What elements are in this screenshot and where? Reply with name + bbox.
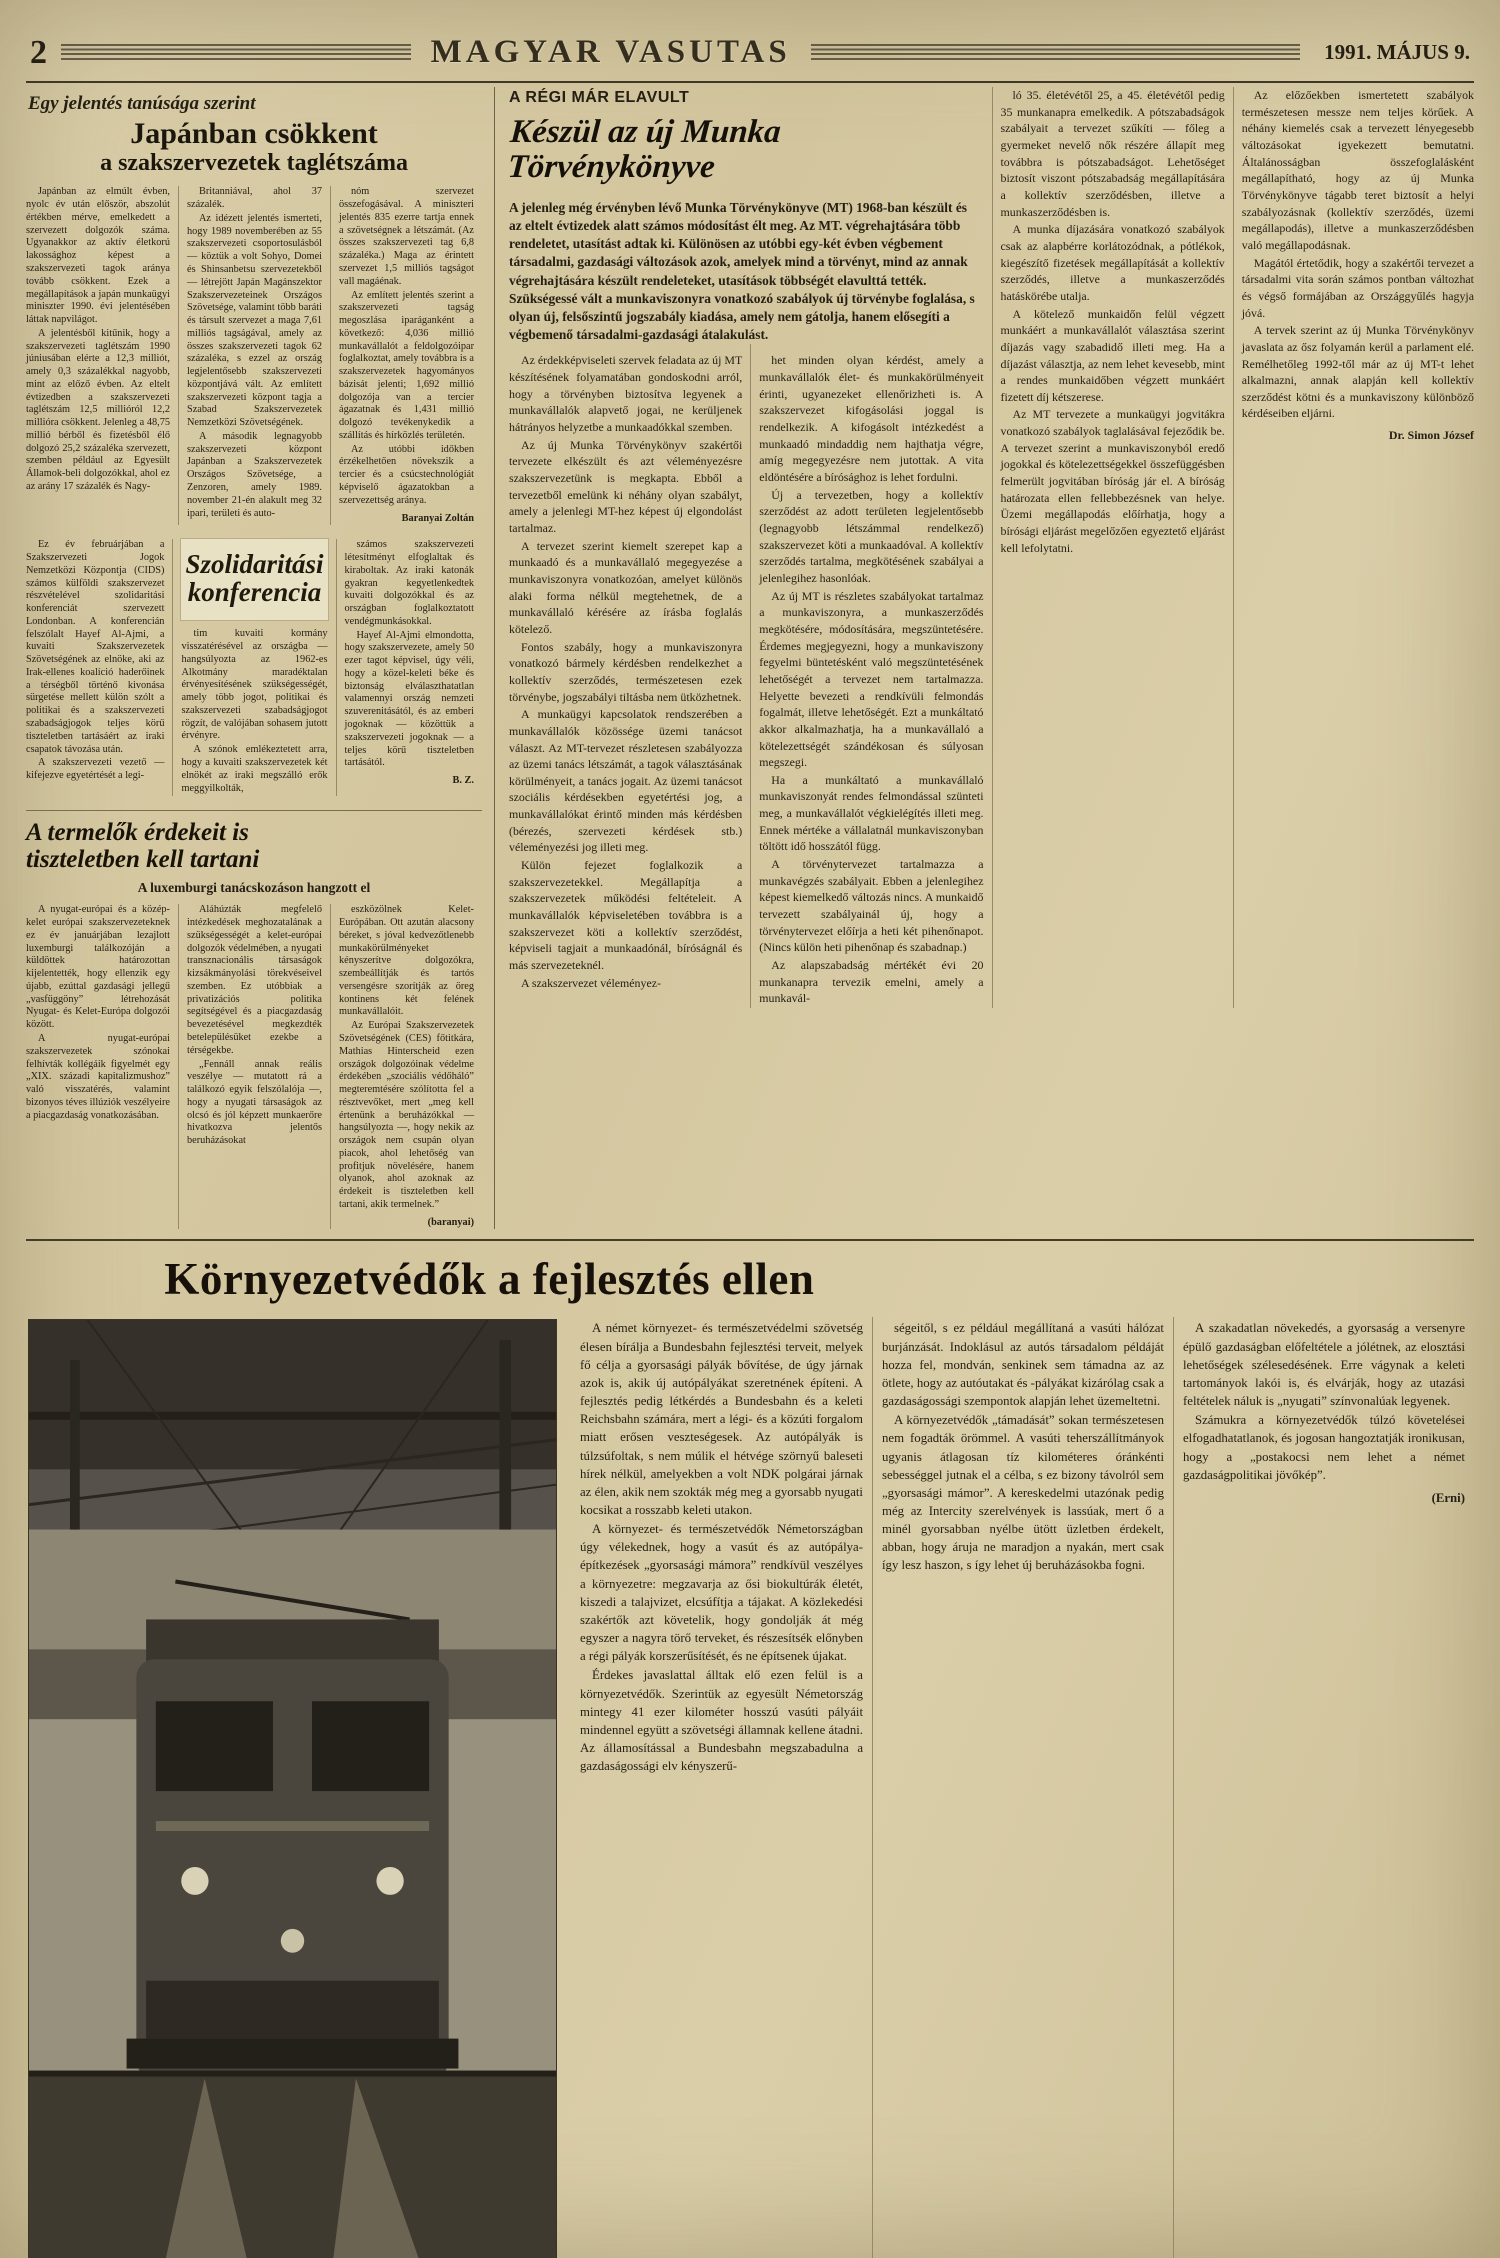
article-munka-lead: A jelenleg még érvényben lévő Munka Törvénykönyve (MT) 1968-ban készült és az eltelt évtizedek alatt számos módosítást élt meg. Az MT. végrehajtására több rendeletet, utasítást adtak ki. Különösen az utóbbi egy-két évben végbement társadalmi, gazdasági változások azok, amelyek mind a törvényt, mind az annak végrehajtására készült rendeleteket, utasítások többségét elavulttá tették. Szükségessé vált a munkaviszonyra vonatkozó szabályok új törvénybe foglalása, s olyan új, felsőszintű jogszabály kiadása, amely nem gátolja, hanem elősegíti a végbemenő társadalmi-gazdasági átalakulást. (509, 199, 975, 343)
article-termelok-col2 (178, 904, 330, 1229)
article-kornyezet-col2 (872, 1317, 1173, 2258)
paragraph: számos szakszervezeti létesítményt elfoglaltak és kiraboltak. Az iraki katonák gyakran kegyetlenkedtek kuvaiti dolgozókkal és az országban foglalkoztatott vendégmunkásokkal. (344, 539, 474, 627)
article-japan-col3-text (339, 186, 474, 507)
article-kornyezet-byline: (Erni) (1431, 1490, 1465, 1505)
paragraph: tim kuvaiti kormány visszatérésével az országba — hangsúlyozta az 1962-es Alkotmány maradéktalan érvényesítésének szükségességét, amely több jogot, politikai és szakszervezeti szabadságjogot rögzít, de valójában sohasem jutott érvényre. (181, 628, 328, 742)
article-munka-col1 (509, 344, 750, 1008)
paragraph: A nyugat-európai szakszervezetek szónokai felhívták kollégáik figyelmét egy „XIX. századi kapitalizmushoz” való visszatérés, valamint bizonyos téves illúziók veszélyeire a piacgazdaság vonatkozásában. (26, 1032, 170, 1121)
article-munka-header (506, 87, 992, 199)
article-munka-byline: Dr. Simon József (1388, 428, 1474, 443)
article-japan-col2 (178, 186, 330, 525)
left-column-region (26, 87, 494, 1229)
paragraph: Ez év februárjában a Szakszervezeti Jogok Nemzetközi Központja (CIDS) számos külföldi szakszervezet részvételével szolidaritási konferenciát szervezett Londonban. A konferencián felszólalt Hayef Al-Ajmi, a kuvaiti Szakszervezetek Szövetségének az elnöke, aki az Irak-ellenes koalíció haderőinek a térségből történő kivonása sürgetése mellett külön szólt a politikai és a szakszervezeti szabadságjogok teljes körű tiszteletben tartásáért az iraki csapatok távozása után. (26, 539, 165, 755)
paragraph: nóm szervezet összefogásával. A miniszteri jelentés 835 ezerre tartja ennek a szövetségnek a létszámát. (Az összes szakszervezeti tag 6,8 százaléka.) Maga az érintett szervezet 1,5 milliós tagságot vall magáénak. (339, 186, 474, 287)
paragraph: A tervezet szerint kiemelt szerepet kap a munkaadó és a munkavállaló megegyezése a munkaviszonyra vonatkozóan, amelyet különös alaki forma nélkül megtehetnek, de a munkavállaló kérésére az írásba foglalás kötelező. (509, 538, 743, 636)
paragraph: Britanniával, ahol 37 százalék. (187, 186, 322, 211)
szolid-title-line1: Szolidaritási (185, 549, 324, 580)
paragraph: „Fennáll annak reális veszélye — mutatott rá a találkozó egyik felszólalója —, hogy a nyugati társaságok az olcsó és jól képzett munkaerőre hivatkozva jelentős beruházásokat (187, 1058, 322, 1147)
paragraph: Hayef Al-Ajmi elmondotta, hogy szakszervezete, amely 50 ezer tagot képvisel, úgy véli, hogy a közel-keleti béke és biztonság elválaszthatatlan valamennyi ország nemzeti szuverenitásától, és az emberi jogoknak — közöttük a szakszervezeti jogoknak — a teljes körű tiszteletben tartásától. (344, 629, 474, 769)
article-japan-title-line1: Japánban csökkent (130, 117, 378, 150)
paragraph: Magától értetődik, hogy a szakértői tervezet a társadalmi vita során számos pontban változhat és végső formájában az Országgyűlés hagyja jóvá. (1241, 255, 1474, 320)
paragraph: A szakadatlan növekedés, a gyorsaság a versenyre épülő gazdaságban előfeltétele a jólétnek, az elosztási lehetőségek szélesedésének. Erre vágynak a keleti tartományok lakói is, és elvárják, hogy az utazási feltételek náluk is „nyugati” színvonalúak legyenek. (1183, 1321, 1465, 1409)
article-termelok-subtitle: A luxemburgi tanácskozáson hangzott el (137, 880, 371, 896)
article-szolidaritas-col3-text (345, 539, 474, 770)
article-japan-col1 (26, 186, 178, 525)
paragraph: A törvénytervezet tartalmazza a munkavégzés szabályait. Ebben a jelenlegihez képest kiemelkedő változás nincs. A munkaidő tervezett szabályainál új, hogy a törvénytervezet előírja a heti két pihenőnapot. (Nincs külön heti pihenőnap és szabadnap.) (759, 857, 984, 955)
article-munka-kicker: A RÉGI MÁR ELAVULT (509, 89, 690, 106)
paragraph: A környezetvédők „támadását” sokan természetesen nem fogadták örömmel. A vasúti teherszállítmányok ugyanis átlagosan tíz kilométeres óránkénti sebességgel jutnak el a célba, s ez bizony távolról sem „gyorsasági mámor”. A kereskedelmi utazónak pedig még az Intercity szerelvények is lassúak, mert ő a minél gyorsabban nyélbe ütött üzletben érdekelt, abban, hogy áruja ne maradjon a nyakán, mert csak így lesz haszon, s így lehet új beruházásokba fogni. (882, 1413, 1164, 1573)
paragraph: eszközölnek Kelet-Európában. Ott azután alacsony béreket, s jóval kedvezőtlenebb munkakörülményeket kényszerítve dolgozókra, szembeállítják és tartós versengésre szorítják az öreg kontinens két felének munkavállalóit. (339, 904, 474, 1018)
article-japan-title (26, 117, 482, 176)
issue-date: 1991. MÁJUS 9. (1324, 40, 1470, 64)
paragraph: Az új Munka Törvénykönyv szakértői tervezete elkészült és azt véleményezésre szakszervezetünk is megkapta. Ebből a tervezetből emelünk ki néhány olyan szabályt, amely a jelenlegi MT-hez képest új elgondolást tartalmaz. (509, 437, 743, 535)
termelok-title-line2: tiszteletben kell tartani (26, 846, 260, 874)
paragraph: Fontos szabály, hogy a munkaviszonyra vonatkozó bármely kérdésben rendelkezhet a kollektív szerződés, természetesen ezek törvénybe, jogszabályi tiltásba nem ütközhetnek. (509, 639, 743, 704)
paragraph: Érdekes javaslattal álltak elő ezen felül is a környezetvédők. Szerintük az egyesült Németország mintegy 41 ezer kilométer hosszú vasúti pályáit mindennel együtt a szövetségi államnak kellene átadni. Az államosítással a Bundesbahn megszabadulna a gazdaságossági elv kényszerű- (580, 1668, 863, 1774)
article-termelok-col3 (330, 904, 482, 1229)
photo-container (26, 1317, 571, 2258)
paragraph: Az utóbbi időkben érzékelhetően növekszik a tercier és a csúcstechnológiát képviselő ágazatokban a szervezettség aránya. (339, 443, 474, 506)
paragraph: A kötelező munkaidőn felül végzett munkáért a munkavállalót választása szerint díjazás vagy szabadidő illeti meg. Ha a díjazást választja, az nem lehet kevesebb, mint a rendes munkaidőben végzett munkáért fizetett díj kétszerese. (1000, 306, 1225, 404)
paragraph: A szakszervezeti vezető — kifejezve egyetértését a legi- (26, 757, 165, 782)
paragraph: Az említett jelentés szerint a szakszervezeti tagság megoszlása iparáganként a következő: 4,036 millió munkavállalót a feldolgozóipar foglalkoztat, amely továbbra is a szakszervezetek hagyományos bázisát jelenti; 1,692 millió dolgozója van a tercier ágazatnak és 1,431 millió dolgozó tevékenykedik a szállítás és hírközlés területén. (339, 289, 474, 441)
paragraph: Számukra a környezetvédők túlzó követelései elfogadhatatlanok, és jogosan hangoztatják ironikusan, hogy a „postakocsi nem lehet a német gazdaságpolitikai jövőkép”. (1183, 1413, 1465, 1482)
paragraph: het minden olyan kérdést, amely a munkavállalók élet- és munkakörülményeit érinti, ugyanezeket ellenőrizheti is. A szakszervezet kifogásolási joggal is rendelkezik. A kifogásolt intézkedést a munkaadó mindaddig nem hajthatja végre, amíg megegyezésre nem jutottak. A vita eldöntésére a bírósághoz is lehet fordulni. (759, 353, 984, 485)
masthead-title: MAGYAR VASUTAS (430, 34, 791, 70)
paragraph: A munkaügyi kapcsolatok rendszerében a munkavállalók közössége üzemi tanácsot választ. Az MT-tervezet részletesen szabályozza az üzemi tanács létszámát, a tagok választásának körülményeit, a tanács jogait. Az üzemi tanácsot szociális kérdésekben egyetértési jog, a munkavállalókat érintő minden más kérdésben (bérezés, szervezeti kérdések stb.) véleményezési jog illeti meg. (509, 707, 743, 855)
article-kornyezet-col1 (571, 1317, 872, 2258)
paragraph: Az idézett jelentés ismerteti, hogy 1989 novemberében az 55 szakszervezeti csoportosulásból — köztük a volt Sohyo, Domei és Shinsanbetsu szervezetekből — létrejött Japán Magánszektor Szakszervezeteinek Országos Szövetsége, valamint több baráti és társult szervezet a maga 7,61 milliós tagságával, amely az összes szakszervezeti tagok 62 százaléka, s ezzel az ország legjelentősebb szakszervezeti központjává vált. Az említett szakszervezeti központ tagja a Szabad Szakszervezetek Nemzetközi Szövetségének. (187, 212, 322, 429)
paragraph: A környezet- és természetvédők Németországban úgy vélekednek, hogy a vasút és az autópálya-építkezések „gyorsasági mámora” rendkívül veszélyes a környezetre: megzavarja az ősi biokultúrák életét, kiszedi a talajvizet, elcsúfítja a tájakat. A közlekedési szakértők azt követelik, hogy gondolják át még egyszer a nagyra törő terveket, és részesítsék előnyben a régi pályák korszerűsítését, és ne építsenek újakat. (580, 1522, 863, 1664)
paragraph: A német környezet- és természetvédelmi szövetség élesen bírálja a Bundesbahn fejlesztési terveit, melyek fő célja a gyorsasági pályák bővítése, de úgy járnak azok is, akik új autópályákat szeretnének építeni. A fejlesztés pedig létkérdés a Bundesbahn és a keleti Reichsbahn számára, mert a légi- és a közúti forgalom miatt erősen veszteségesek. Az autópályák is túlzsúfoltak, s nem múlik el hétvége szörnyű baleseti hírek nélkül, amelyekben a volt NDK polgárai járnak az élen, akik nem szokták még meg a gyorsabb nyugati kocsikat a rosszabb keleti utakon. (580, 1321, 863, 1518)
article-szolidaritas-col2-text (181, 628, 327, 795)
article-munka-col3 (992, 87, 1233, 1008)
paragraph: Az MT tervezete a munkaügyi jogvitákra vonatkozó szabályok taglalásával fejeződik be. A tervezet szerint a munkaviszonyból eredő jogokkal és kötelezettségekkel összefüggésben felmerült jogvitában bíróság jár el. A bíróság határozata ellen fellebbezésnek van helye. Üzemi megállapodás előírhatja, hogy a bírósági eljárást megelőzően egyeztető eljárást kell lefolytatni. (1000, 407, 1225, 555)
page-number: 2 (30, 33, 47, 71)
paragraph: Az Európai Szakszervezetek Szövetségének (CES) főtitkára, Mathias Hinterscheid ezen országok dolgozóinak védelme érdekében „szociális védőháló” megteremtésére szólította fel a résztvevőket, mert „meg kell értenünk a beruházókkal — hangsúlyozta —, hogy nekik az országok nem csupán olyan piacok, ahol lehetőség van profitjuk növelésére, hanem olyanok, ahol azoknak az érdekeit is tiszteletben kell tartani, akik termelnek.” (339, 1020, 474, 1210)
article-munka-col4-text (1242, 87, 1474, 422)
article-japan (26, 93, 482, 525)
masthead-stripes-left (61, 44, 411, 61)
paragraph: Aláhúzták megfelelő intézkedések meghozatalának a szükségességét a kelet-európai dolgozók védelmében, a nyugati transznacionális társaságok kizsákmányolási törekvéseivel szemben. Ez utóbbiak a privatizációs politika segítségével és a piacgazdaság bevezetésével megkezdték betelepülésüket ezekbe a térségekbe. (187, 904, 322, 1056)
paragraph: A második legnagyobb szakszervezeti központ Japánban a Szakszervezetek Országos Szövetsége, a Zenzoren, amely 1989. november 21-én alakult meg 32 ipari, területi és auto- (187, 430, 322, 519)
article-japan-col3 (330, 186, 482, 525)
paragraph: ségeitől, s ez például megállítaná a vasúti hálózat burjánzását. Indoklásul az autós társadalom példáját hozza fel, mondván, senkinek sem támadna az az ötlete, hogy az autóutakat és -pályákat kizárólag csak a gazdaságossági szempontok alapján lehet üzemeltetni. (882, 1321, 1164, 1409)
article-munka (494, 87, 1474, 1229)
article-kornyezet-col3 (1173, 1317, 1474, 2258)
article-japan-byline: Baranyai Zoltán (401, 512, 474, 524)
article-japan-kicker: Egy jelentés tanúsága szerint (28, 93, 256, 114)
paragraph: Japánban az elmúlt évben, nyolc év után először, abszolút értékben mérve, emelkedett a szervezett dolgozók száma. Ugyanakkor az aktív életkorú lakossághoz képest a szakszervezeti tagok aránya tovább csökkent. Ezek a megállapítások a japán munkaügyi miniszter 1990. évi jelentésében láttak napvilágot. (26, 186, 170, 326)
locomotive-photo-art (29, 1320, 556, 2258)
page-header (26, 26, 1474, 83)
paragraph: A szónok emlékeztetett arra, hogy a kuvaiti szakszervezetek két elnökét az iraki megszálló erők meggyilkolták, (181, 744, 328, 794)
paragraph: Új a tervezetben, hogy a kollektív szerződést az adott területen legjelentősebb (legnagyobb létszámmal rendelkező) szakszervezet köti a munkaadóval. A kollektív szerződés tartalma, megkötésének szabályai a jelenlegihez hasonlóak. (759, 487, 984, 585)
article-munka-title: Készül az új Munka Törvénykönyve (506, 114, 783, 186)
szolid-title-line2: konferencia (187, 576, 322, 607)
article-japan-body (26, 186, 482, 525)
article-szolidaritas-title (181, 539, 327, 620)
article-kornyezet-col3-text (1183, 1319, 1465, 1483)
article-termelok (26, 810, 482, 1229)
article-kornyezet (26, 1239, 1474, 2258)
article-szolidaritas-body (26, 539, 482, 796)
article-szolidaritas-col3 (336, 539, 482, 796)
article-termelok-col3-text (339, 904, 474, 1211)
article-munka-col4 (1233, 87, 1474, 1008)
article-termelok-col1 (26, 904, 178, 1229)
paragraph: Az előzőekben ismertetett szabályok természetesen messze nem teljes körűek. A néhány kiemelés csak a tervezett lényegesebb változásokat igyekezett bemutatni. Általánosságban összefoglalásként megállapítható, hogy az új Munka Törvénykönyve tágabb teret biztosít a helyi szabályozásnak (kollektív szerződés, üzemi megállapodás), illetve a munkaszerződésben való megállapodásnak. (1241, 88, 1474, 252)
paragraph: Az érdekképviseleti szervek feladata az új MT készítésének folyamatában gondoskodni arról, hogy a törvényben biztosítva legyenek a munkavállalók alapvető jogai, ne kerüljenek hátrányos helyzetbe a munkaadókkal szemben. (509, 353, 743, 435)
article-termelok-body (26, 904, 482, 1229)
article-munka-grid (506, 87, 1474, 1008)
article-szolidaritas-col2 (172, 539, 335, 796)
article-termelok-byline: (baranyai) (427, 1216, 474, 1228)
article-kornyezet-body (26, 1317, 1474, 2258)
paragraph: Ha a munkáltató a munkavállaló munkaviszonyát rendes felmondással szünteti meg, a munkavállalót végkielégítés illeti meg. Ennek mértéke a vállalatnál munkaviszonyban töltött idő hosszától függ. (759, 772, 984, 854)
paragraph: A tervek szerint az új Munka Törvénykönyv javaslata az ősz folyamán kerül a parlament elé. Remélhetőleg 1992-től már az új MT-t lehet alkalmazni, annak alapján kell kollektív szerződést kötni és a munkaviszony különböző kérdéseiben eljárni. (1241, 323, 1474, 421)
paragraph: ló 35. életévétől 25, a 45. életévétől pedig 35 munkanapra emelkedik. A pótszabadságok szabályait a tervezet szűkíti — főleg a gyermeket nevelő nők részére állapít meg továbbra is pótszabadságot. Lehetőséget biztosít viszont pótszabadság megállapítására a kollektív szerződésben, illetve a munkaszerződésben is. (1000, 88, 1225, 219)
paragraph: Külön fejezet foglalkozik a szakszervezetekkel. Megállapítja a szakszervezetek működési feltételeit. A munkavállalók képviseletében továbbra is a szakszervezet köti a kollektív szerződést, képviseli tagjait a munkaadónál, bíróságnál és más szervezeteknél. (509, 858, 743, 973)
article-szolidaritas-byline: B. Z. (452, 775, 474, 787)
article-szolidaritas (26, 539, 482, 796)
article-munka-col2 (750, 344, 991, 1008)
paragraph: A szakszervezet véleményez- (521, 975, 661, 990)
paragraph: Az új MT is részletes szabályokat tartalmaz a munkaviszonyra, a munkaszerződés megkötésére, módosítására, megszüntetésére. Érdemes megjegyezni, hogy a munkaviszony fegyelmi büntetésként való megszüntetésének lehetőségét a tervezet nem tartalmazza. Helyette bevezeti a rendkívüli felmondás fogalmát, illetve lehetőségét. Ezt a munkáltató akkor alkalmazhatja, ha a munkavállaló a kötelezettségét szándékosan és súlyosan megszegi. (759, 588, 984, 770)
article-termelok-title (26, 819, 482, 873)
locomotive-photo (28, 1319, 557, 2258)
masthead-stripes-right (811, 44, 1300, 61)
paragraph: A nyugat-európai és a közép-kelet európai szakszervezeteknek ez év januárjában lezajlott luxemburgi találkozóján a küldöttek határozottan kijelentették, hogy ellenzik egy újabb, ezúttal gazdasági jellegű „vasfüggöny” létrehozását Nyugat- és Kelet-Európa dolgozói között. (26, 904, 170, 1031)
paragraph: A munka díjazására vonatkozó szabályok csak az alapbérre korlátozódnak, a pótlékok, kiegészítő fizetések megállapítását a kollektív szerződés, illetve a munkaszerződés hatáskörébe utalja. (1000, 222, 1225, 303)
article-kornyezet-title: Környezetvédők a fejlesztés ellen (164, 1254, 815, 1305)
paragraph: A jelentésből kitűnik, hogy a szakszervezeti taglétszám 1990 júniusában elérte a 12,3 milliót, amely 0,3 százalékkal nagyobb, mint az előző évben. Az eltelt évtizedben a szakszervezeti taglétszám 12,5 millióról 12,2 millióra csökkent. Jelenleg a 48,75 millió bérből és fizetésből élő dolgozó 25,2 százaléka szervezett, szemben például az Egyesült Államok-beli dolgozókkal, ahol ez az arány 17 százalék és Nagy- (26, 327, 170, 492)
article-japan-title-line2: a szakszervezetek taglétszáma (100, 150, 408, 176)
paragraph: Az alapszabadság mértékét évi 20 munkanapra tervezik emelni, amely a munkavál- (759, 958, 984, 1006)
article-szolidaritas-col1 (26, 539, 172, 796)
top-section (26, 87, 1474, 1229)
termelok-title-line1: A termelők érdekeit is (26, 819, 249, 847)
